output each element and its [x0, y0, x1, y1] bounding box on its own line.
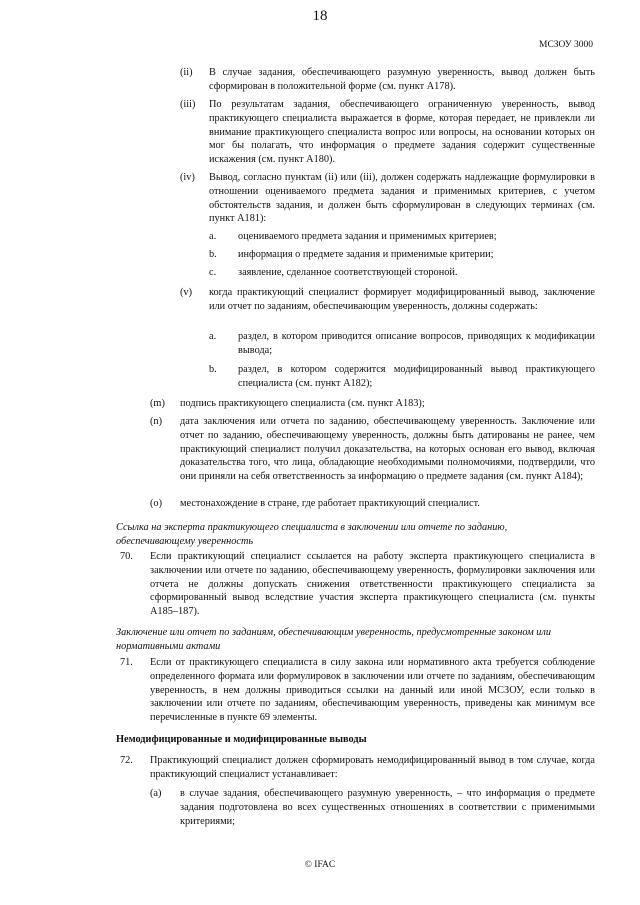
para-num-70: 70. [120, 551, 133, 562]
para-num-71: 71. [120, 657, 133, 668]
item-label-iii: (iii) [180, 99, 196, 110]
sub-label-iv-a: a. [209, 231, 217, 242]
item-label-n: (n) [150, 416, 163, 427]
item-text-ii: В случае задания, обеспечивающего разумную уверенность, вывод должен быть сформирован в положительной форме (см. пункт A178). [209, 67, 595, 92]
para-text-72a: в случае задания, обеспечивающего разумную уверенность, – что информация о предмете задания подготовлена во всех существенных отношениях в соответствии с применимыми критериями; [180, 788, 595, 827]
para-text-70: Если практикующий специалист ссылается на работу эксперта практикующего специалиста в заключении или отчете по заданию, обеспечивающему уверенность, формулировки заключения или отчета не должны допускать снижения ответственности практикующего специалиста за сформированный вывод вследствие участия эксперта практикующего специалиста (см. пункты A185–187). [150, 551, 595, 618]
sub-text-v-b: раздел, в котором содержится модифицированный вывод практикующего специалиста (см. пункт A182); [238, 364, 595, 389]
sub-label-iv-b: b. [209, 249, 217, 260]
sub-text-iv-c: заявление, сделанное соответствующей стороной. [238, 267, 458, 278]
sub-label-v-b: b. [209, 364, 217, 375]
page-number: 18 [312, 8, 328, 24]
item-text-m: подпись практикующего специалиста (см. пункт A183); [180, 398, 425, 409]
sub-text-v-a: раздел, в котором приводится описание вопросов, приводящих к модификации вывода; [238, 331, 595, 356]
item-text-o: местонахождение в стране, где работает практикующий специалист. [180, 498, 480, 509]
item-label-ii: (ii) [180, 67, 193, 78]
item-label-o: (o) [150, 498, 163, 509]
item-label-iv: (iv) [180, 172, 195, 183]
heading-modified-conclusions: Немодифицированные и модифицированные выводы [116, 734, 367, 745]
para-label-72a: (a) [150, 788, 162, 799]
para-text-71: Если от практикующего специалиста в силу закона или нормативного акта требуется соблюдение определенного формата или формулировок в заключении или отчете по заданиям, обеспечивающим уверенность, в нем должны приводиться ссылки на данный или иной МСЗОУ, если только в заключении или отчете по заданиям, обеспечивающим уверенность, приведены как минимум все перечисленные в пункте 69 элементы. [150, 657, 595, 724]
para-text-72: Практикующий специалист должен сформировать немодифицированный вывод в том случае, когда практикующий специалист устанавливает: [150, 755, 595, 780]
item-text-v: когда практикующий специалист формирует модифицированный вывод, заключение или отчет по заданиям, обеспечивающим уверенность, должны содержать: [209, 287, 595, 312]
item-text-n: дата заключения или отчета по заданию, обеспечивающему уверенность. Заключение или отчет по заданию, обеспечивающему уверенность, должны быть датированы не ранее, чем практикующий специалист получил доказательства, на которых основан его вывод, включая доказательства того, что лица, обладающие необходимыми полномочиями, подтвердили, что они приняли на себя ответственность за информацию о предмете задания (см. пункт A184); [180, 416, 595, 483]
sub-label-v-a: a. [209, 331, 217, 342]
item-label-v: (v) [180, 287, 193, 298]
sub-text-iv-b: информация о предмете задания и применимые критерии; [238, 249, 494, 260]
document-code: МСЗОУ 3000 [539, 40, 593, 50]
item-text-iv: Вывод, согласно пунктам (ii) или (iii), должен содержать надлежащие формулировки в отношении оцениваемого предмета задания и применимых критериев, с учетом обстоятельств задания, и должен быть сформулирован в следующих терминах (см. пункт A181): [209, 172, 595, 225]
sub-text-iv-a: оцениваемого предмета задания и применимых критериев; [238, 231, 497, 242]
footer-copyright: © IFAC [304, 860, 336, 870]
heading-expert: Ссылка на эксперта практикующего специалиста в заключении или отчете по заданию, обеспечивающему уверенность [116, 522, 508, 547]
para-num-72: 72. [120, 755, 133, 766]
item-label-m: (m) [150, 398, 165, 409]
sub-label-iv-c: c. [209, 267, 217, 278]
item-text-iii: По результатам задания, обеспечивающего ограниченную уверенность, вывод практикующего специалиста выражается в форме, которая передает, не привлекли ли внимание практикующего специалиста вопрос или вопросы, на основании которых он мог бы полагать, что информация о предмете задания содержит существенные искажения (см. пункт A180). [209, 99, 595, 166]
heading-law: Заключение или отчет по заданиям, обеспечивающим уверенность, предусмотренные законом или нормативными актами [116, 627, 552, 652]
